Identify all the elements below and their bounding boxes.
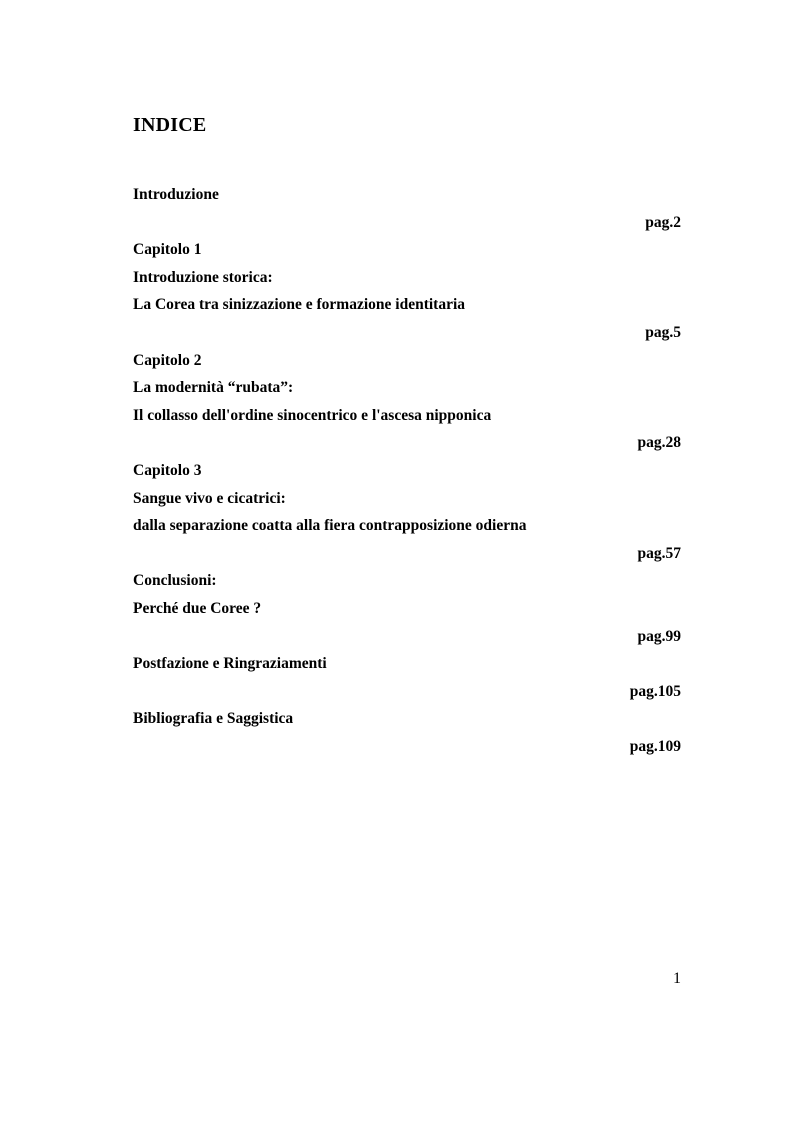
toc-page-reference: pag.99 bbox=[637, 627, 681, 645]
toc-line: Postfazione e Ringraziamenti bbox=[133, 655, 327, 673]
toc-page-reference: pag.28 bbox=[637, 434, 681, 452]
table-of-contents bbox=[133, 181, 681, 760]
toc-line: Introduzione storica: bbox=[133, 268, 273, 286]
toc-line: Sangue vivo e cicatrici: bbox=[133, 489, 286, 507]
page-number: 1 bbox=[673, 970, 681, 987]
toc-line: Capitolo 3 bbox=[133, 461, 202, 479]
toc-line: dalla separazione coatta alla fiera contrapposizione odierna bbox=[133, 517, 527, 535]
toc-line: Capitolo 1 bbox=[133, 241, 202, 259]
toc-page-reference: pag.5 bbox=[645, 323, 681, 341]
toc-page-reference: pag.109 bbox=[629, 737, 681, 755]
toc-line: Il collasso dell'ordine sinocentrico e l'ascesa nipponica bbox=[133, 406, 492, 424]
page-title: INDICE bbox=[133, 114, 207, 136]
toc-page-reference: pag.105 bbox=[629, 682, 681, 700]
toc-line: Capitolo 2 bbox=[133, 351, 202, 369]
toc-line: Conclusioni: bbox=[133, 572, 217, 590]
toc-page-reference: pag.2 bbox=[645, 213, 681, 231]
toc-page-reference: pag.57 bbox=[637, 544, 681, 562]
toc-line: Introduzione bbox=[133, 186, 219, 203]
toc-line: La modernità “rubata”: bbox=[133, 379, 294, 397]
toc-line: La Corea tra sinizzazione e formazione identitaria bbox=[133, 296, 466, 314]
toc-line: Bibliografia e Saggistica bbox=[133, 710, 294, 728]
toc-line: Perché due Coree ? bbox=[133, 599, 262, 617]
